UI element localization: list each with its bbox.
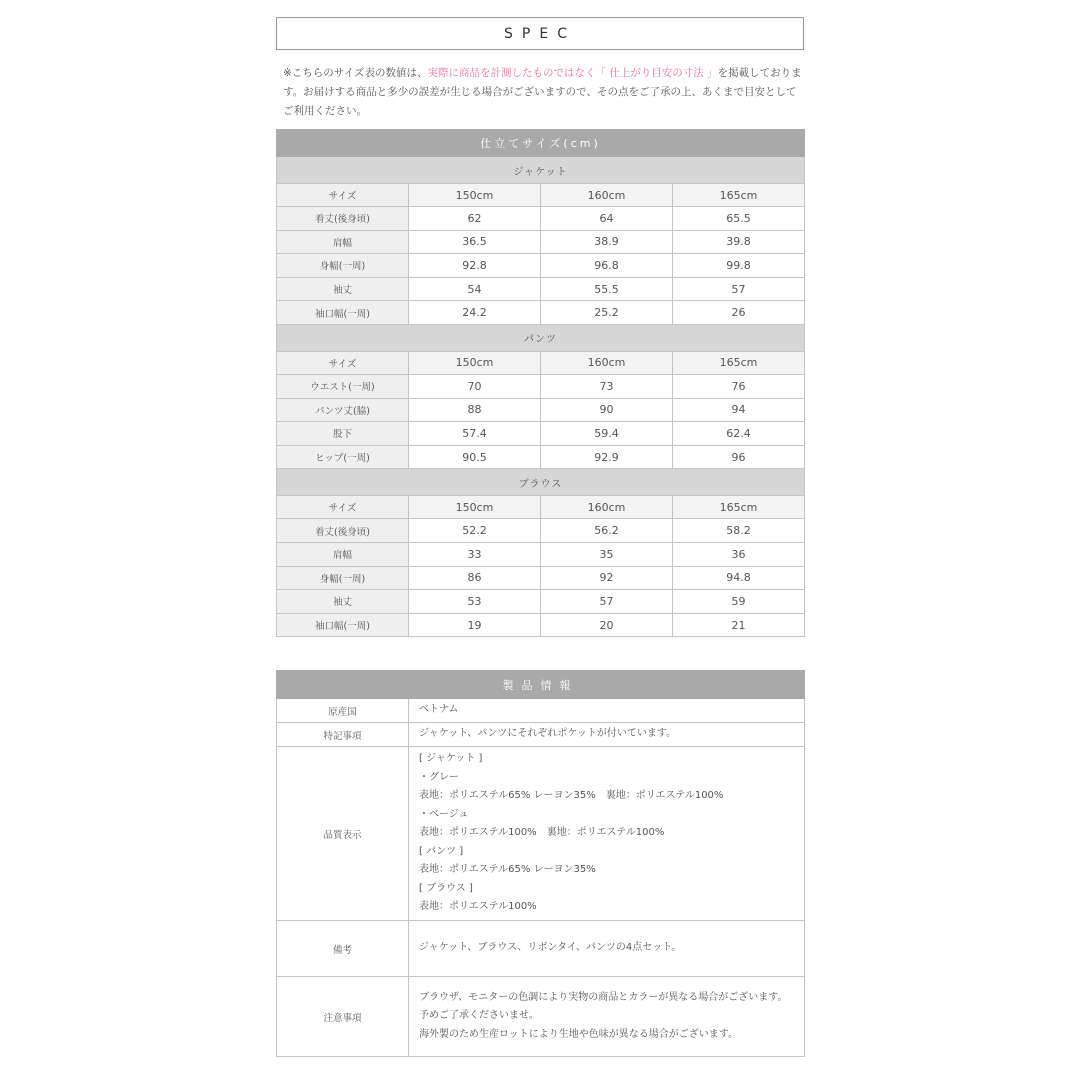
cell: 94.8: [673, 566, 805, 590]
line: ・グレー: [419, 771, 459, 783]
cell: 35: [541, 542, 673, 566]
table-row: [277, 277, 805, 301]
cell: 64: [541, 207, 673, 231]
row-label: 原産国: [277, 699, 409, 723]
cell: 76: [673, 374, 805, 398]
table-row: [277, 747, 805, 921]
cell: 25.2: [541, 301, 673, 325]
table-row: [277, 977, 805, 1057]
notice-text-1: ※こちらのサイズ表の数値は、: [283, 67, 428, 79]
cell: 20: [541, 613, 673, 637]
row-label: 備考: [277, 921, 409, 977]
cell: 57: [541, 590, 673, 614]
cell: 92.9: [541, 445, 673, 469]
product-info-table: [276, 670, 805, 1057]
table-row: [277, 207, 805, 231]
size-table: [276, 129, 805, 637]
cell: 73: [541, 374, 673, 398]
header-160: 160cm: [541, 496, 673, 519]
table-row: [277, 301, 805, 325]
row-label: 注意事項: [277, 977, 409, 1057]
cell: 54: [409, 277, 541, 301]
cell: 90.5: [409, 445, 541, 469]
cell: 26: [673, 301, 805, 325]
header-165: 165cm: [673, 351, 805, 374]
header-165: 165cm: [673, 184, 805, 207]
table-row: [277, 519, 805, 543]
cell: 52.2: [409, 519, 541, 543]
row-label: 肩幅: [277, 230, 409, 254]
row-label: 袖口幅(一周): [277, 301, 409, 325]
line: 表地：ポリエステル100% 裏地：ポリエステル100%: [419, 827, 665, 839]
product-info-title: 製品情報: [277, 671, 805, 699]
cell: 70: [409, 374, 541, 398]
cell: 19: [409, 613, 541, 637]
row-value: ジャケット、ブラウス、リボンタイ、パンツの4点セット。: [409, 921, 805, 977]
row-label: 袖口幅(一周): [277, 613, 409, 637]
section-blouse: ブラウス: [277, 469, 805, 496]
size-notice: [283, 64, 803, 121]
row-label: 特記事項: [277, 723, 409, 747]
cell: 92: [541, 566, 673, 590]
cell: 53: [409, 590, 541, 614]
cell: 96: [673, 445, 805, 469]
table-row: [277, 723, 805, 747]
table-row: [277, 398, 805, 422]
header-160: 160cm: [541, 351, 673, 374]
cell: 57.4: [409, 422, 541, 446]
line: 表地：ポリエステル65% レーヨン35% 裏地：ポリエステル100%: [419, 790, 724, 802]
cell: 33: [409, 542, 541, 566]
row-label: 着丈(後身頃): [277, 519, 409, 543]
row-label: ウエスト(一周): [277, 374, 409, 398]
row-label: 股下: [277, 422, 409, 446]
row-label: 袖丈: [277, 277, 409, 301]
table-row: [277, 374, 805, 398]
line: 表地：ポリエステル65% レーヨン35%: [419, 864, 596, 876]
cell: 96.8: [541, 254, 673, 278]
table-row: [277, 542, 805, 566]
section-pants: パンツ: [277, 324, 805, 351]
header-150: 150cm: [409, 496, 541, 519]
row-value: ジャケット、パンツにそれぞれポケットが付いています。: [409, 723, 805, 747]
notice-highlight: 実際に商品を計測したものではなく「 仕上がり目安の寸法 」: [427, 67, 718, 79]
table-row: [277, 566, 805, 590]
cell: 57: [673, 277, 805, 301]
cell: 99.8: [673, 254, 805, 278]
header-150: 150cm: [409, 351, 541, 374]
row-value: ベトナム: [409, 699, 805, 723]
header-size: サイズ: [277, 184, 409, 207]
line: [ ジャケット ]: [419, 753, 483, 765]
line: ブラウザ、モニターの色調により実物の商品とカラーが異なる場合がございます。: [419, 991, 788, 1003]
cell: 21: [673, 613, 805, 637]
cell: 39.8: [673, 230, 805, 254]
cell: 56.2: [541, 519, 673, 543]
cell: 62: [409, 207, 541, 231]
cell: 94: [673, 398, 805, 422]
table-row: [277, 590, 805, 614]
line: [ パンツ ]: [419, 845, 464, 857]
line: 海外製のため生産ロットにより生地や色味が異なる場合がございます。: [419, 1028, 738, 1040]
cell: 55.5: [541, 277, 673, 301]
cell: 59.4: [541, 422, 673, 446]
size-header-row: [277, 184, 805, 207]
table-row: [277, 445, 805, 469]
spec-title: SPEC: [276, 17, 804, 50]
table-row: [277, 254, 805, 278]
table-row: [277, 422, 805, 446]
cell: 92.8: [409, 254, 541, 278]
cell: 65.5: [673, 207, 805, 231]
size-header-row: [277, 496, 805, 519]
cell: 24.2: [409, 301, 541, 325]
section-jacket: ジャケット: [277, 157, 805, 184]
cell: 59: [673, 590, 805, 614]
table-row: [277, 230, 805, 254]
row-label: 品質表示: [277, 747, 409, 921]
line: 表地：ポリエステル100%: [419, 901, 537, 913]
cell: 36: [673, 542, 805, 566]
table-row: [277, 699, 805, 723]
header-150: 150cm: [409, 184, 541, 207]
row-label: 着丈(後身頃): [277, 207, 409, 231]
row-label: ヒップ(一周): [277, 445, 409, 469]
cell: 36.5: [409, 230, 541, 254]
cell: 62.4: [673, 422, 805, 446]
row-label: 身幅(一周): [277, 566, 409, 590]
notice-text-2: を掲載しております。お届けする商品と多少の誤差が生じる場合がございますので、その点をご了承の上、あくまで目安としてご利用ください。: [283, 67, 802, 117]
row-value: [409, 977, 805, 1057]
cell: 38.9: [541, 230, 673, 254]
size-table-title: 仕立てサイズ(cm): [277, 130, 805, 157]
size-header-row: [277, 351, 805, 374]
cell: 88: [409, 398, 541, 422]
line: 予めご了承くださいませ。: [419, 1010, 539, 1022]
cell: 90: [541, 398, 673, 422]
row-label: 袖丈: [277, 590, 409, 614]
row-value: [409, 747, 805, 921]
table-row: [277, 921, 805, 977]
header-160: 160cm: [541, 184, 673, 207]
line: ・ベージュ: [419, 808, 469, 820]
cell: 58.2: [673, 519, 805, 543]
row-label: パンツ丈(脇): [277, 398, 409, 422]
row-label: 肩幅: [277, 542, 409, 566]
table-row: [277, 613, 805, 637]
row-label: 身幅(一周): [277, 254, 409, 278]
cell: 86: [409, 566, 541, 590]
header-size: サイズ: [277, 351, 409, 374]
header-165: 165cm: [673, 496, 805, 519]
header-size: サイズ: [277, 496, 409, 519]
line: [ ブラウス ]: [419, 882, 473, 894]
